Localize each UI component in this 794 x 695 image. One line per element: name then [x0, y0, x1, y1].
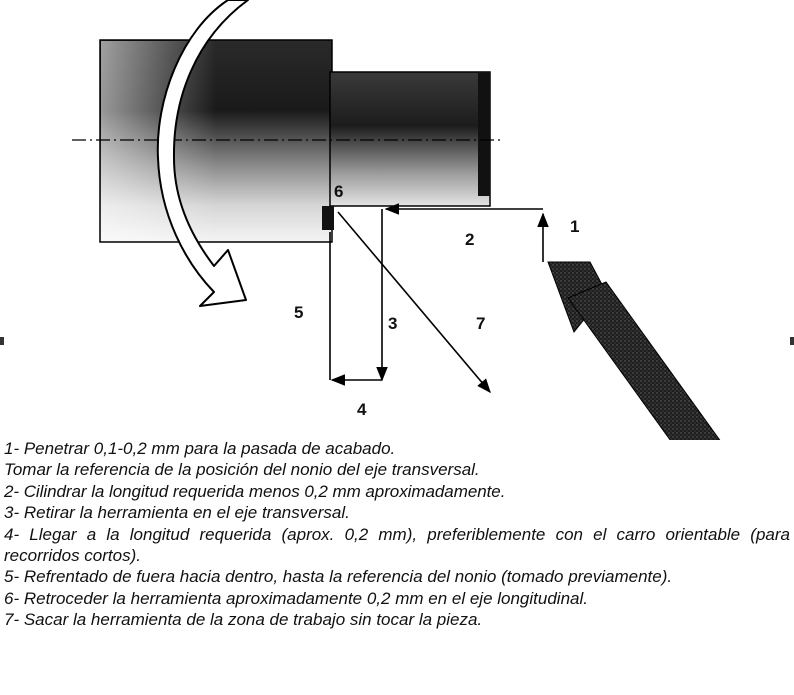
label-step-7: 7 — [476, 314, 486, 333]
step-2: 2- Cilindrar la longitud requerida menos 0,2 mm aproximadamente. — [4, 481, 506, 501]
scan-mark-right — [790, 337, 794, 345]
workpiece — [72, 40, 502, 242]
label-step-4: 4 — [357, 400, 367, 419]
step-1-line-b: Tomar la referencia de la posición del nonio del eje transversal. — [4, 460, 480, 480]
label-step-5: 5 — [294, 303, 304, 322]
step-1-line-a: 1- Penetrar 0,1-0,2 mm para la pasada de acabado. — [4, 439, 396, 458]
step-6: 6- Retroceder la herramienta aproximadamente 0,2 mm en el eje longitudinal. — [4, 588, 588, 608]
label-step-1: 1 — [570, 217, 580, 236]
step-instructions-list — [4, 438, 790, 631]
step-4: 4- Llegar a la longitud requerida (aprox. 0,2 mm), preferiblemente con el carro orientable (para recorridos cortos). — [4, 524, 790, 566]
label-step-2: 2 — [465, 230, 475, 249]
step-3: 3- Retirar la herramienta en el eje transversal. — [4, 503, 350, 523]
cutting-tool — [548, 262, 724, 440]
tool-path — [330, 209, 543, 392]
workpiece-large-fade — [101, 41, 331, 241]
label-step-6: 6 — [334, 182, 344, 201]
step-5: 5- Refrentado de fuera hacia dentro, hasta la referencia del nonio (tomado previamente). — [4, 567, 673, 587]
workpiece-small-diameter — [330, 72, 490, 206]
scan-mark-left — [0, 337, 4, 345]
tool-shank — [568, 282, 724, 440]
workpiece-end-face-shade — [478, 72, 490, 196]
label-step-3: 3 — [388, 314, 398, 333]
step-7: 7- Sacar la herramienta de la zona de trabajo sin tocar la pieza. — [4, 610, 483, 630]
machined-step-corner — [322, 206, 334, 230]
